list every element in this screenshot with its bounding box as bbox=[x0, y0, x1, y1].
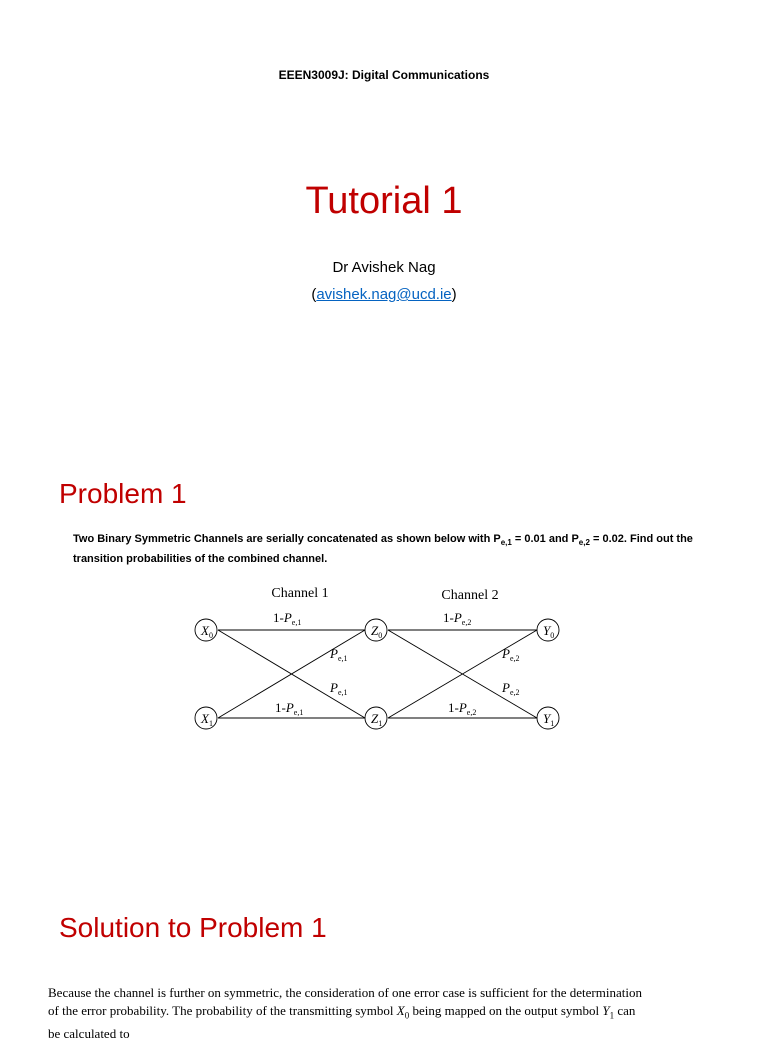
label-1-pe1-bottom: $1-P_{e,1}$ bbox=[275, 700, 304, 717]
label-1-pe2-top: $1-P_{e,2}$ bbox=[443, 610, 472, 627]
problem-statement bbox=[73, 531, 733, 567]
solution-line-2: of the error probability. The probability of the transmitting symbol $X_0$ being mapped on the output symbol $Y_1$ can bbox=[48, 1003, 636, 1021]
problem-heading: Problem 1 bbox=[59, 478, 187, 509]
solution-line-3: be calculated to bbox=[48, 1025, 130, 1041]
solution-line-1: Because the channel is further on symmetric, the consideration of one error case is sufficient for the determination bbox=[48, 985, 642, 1000]
problem-text-part1: Two Binary Symmetric Channels are serially concatenated as shown below with P bbox=[73, 533, 501, 545]
page-title: Tutorial 1 bbox=[305, 180, 463, 222]
email-close-paren: ) bbox=[451, 286, 457, 303]
node-x0-label: $X_0$ bbox=[201, 623, 213, 640]
channel2-label: Channel 2 bbox=[441, 588, 499, 603]
node-z1-label: $Z_1$ bbox=[371, 711, 383, 728]
problem-text-part3: = 0.02. Find out the transition probabilities of the combined channel. bbox=[73, 533, 693, 566]
author-email-line bbox=[0, 286, 768, 303]
course-header: EEEN3009J: Digital Communications bbox=[278, 68, 490, 82]
problem-sub-e1: e,1 bbox=[500, 538, 512, 548]
solution-paragraph bbox=[48, 984, 708, 1043]
label-1-pe2-bottom: $1-P_{e,2}$ bbox=[448, 700, 477, 717]
email-open-paren: ( bbox=[311, 286, 317, 303]
node-x1-label: $X_1$ bbox=[201, 711, 213, 728]
label-pe2-upper: $P_{e,2}$ bbox=[502, 646, 520, 663]
label-pe2-lower: $P_{e,2}$ bbox=[502, 680, 520, 697]
node-y0-label: $Y_0$ bbox=[543, 623, 555, 640]
node-y1-label: $Y_1$ bbox=[543, 711, 555, 728]
label-pe1-upper: $P_{e,1}$ bbox=[330, 646, 348, 663]
problem-text-part2: = 0.01 and P bbox=[511, 533, 579, 545]
solution-heading: Solution to Problem 1 bbox=[59, 912, 327, 943]
label-pe1-lower: $P_{e,1}$ bbox=[330, 680, 348, 697]
node-z0-label: $Z_0$ bbox=[371, 623, 383, 640]
bsc-diagram bbox=[180, 578, 580, 738]
author-name: Dr Avishek Nag bbox=[332, 259, 436, 276]
problem-sub-e2: e,2 bbox=[578, 538, 590, 548]
channel1-label: Channel 1 bbox=[271, 586, 329, 601]
author-email-link[interactable]: avishek.nag@ucd.ie bbox=[316, 286, 452, 303]
label-1-pe1-top: $1-P_{e,1}$ bbox=[273, 610, 302, 627]
